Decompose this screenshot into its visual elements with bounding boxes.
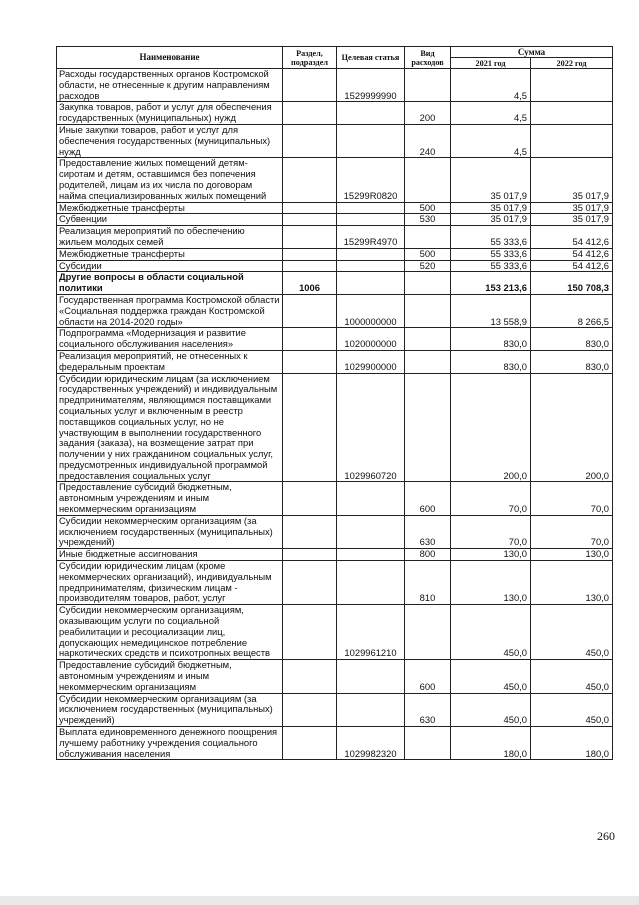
cell-kind: 200: [405, 102, 451, 125]
cell-kind: 500: [405, 248, 451, 260]
cell-name: Предоставление субсидий бюджетным, автономным учреждениям и иным некоммерческим организациям: [57, 660, 283, 693]
cell-2021: 450,0: [451, 660, 531, 693]
cell-section: [283, 350, 337, 373]
cell-target: [337, 272, 405, 295]
cell-2022: 54 412,6: [531, 260, 613, 272]
cell-target: 15299R4970: [337, 226, 405, 249]
cell-section: [283, 693, 337, 726]
cell-2022: 450,0: [531, 660, 613, 693]
cell-name: Субвенции: [57, 214, 283, 226]
cell-2021: 4,5: [451, 102, 531, 125]
table-row: [57, 515, 613, 548]
cell-section: [283, 294, 337, 327]
cell-kind: [405, 69, 451, 102]
cell-section: [283, 226, 337, 249]
cell-target: [337, 660, 405, 693]
cell-section: [283, 605, 337, 660]
cell-2022: 200,0: [531, 373, 613, 482]
table-row: [57, 693, 613, 726]
cell-section: [283, 214, 337, 226]
cell-section: [283, 69, 337, 102]
cell-name: Иные бюджетные ассигнования: [57, 549, 283, 561]
cell-name: Предоставление жилых помещений детям-сиротам и детям, оставшимся без попечения родителей, лицам из их числа по договорам найма специализированных жилых помещений: [57, 158, 283, 202]
cell-2022: 35 017,9: [531, 158, 613, 202]
cell-2021: 35 017,9: [451, 202, 531, 214]
table-row: [57, 124, 613, 157]
cell-section: [283, 660, 337, 693]
table-row: [57, 482, 613, 515]
cell-2022: 35 017,9: [531, 202, 613, 214]
cell-section: [283, 202, 337, 214]
table-row: [57, 350, 613, 373]
cell-2021: 130,0: [451, 561, 531, 605]
cell-section: [283, 248, 337, 260]
cell-2022: 8 266,5: [531, 294, 613, 327]
table-row: [57, 660, 613, 693]
header-year-2021: 2021 год: [451, 58, 531, 69]
cell-name: Субсидии некоммерческим организациям (за исключением государственных (муниципальных) учреждений): [57, 515, 283, 548]
cell-target: [337, 561, 405, 605]
cell-section: [283, 561, 337, 605]
cell-section: [283, 260, 337, 272]
cell-section: [283, 727, 337, 760]
table-row: [57, 561, 613, 605]
table-row: [57, 226, 613, 249]
cell-2022: 54 412,6: [531, 248, 613, 260]
table-row: [57, 248, 613, 260]
cell-2021: 830,0: [451, 328, 531, 351]
cell-2022: [531, 124, 613, 157]
cell-2022: 150 708,3: [531, 272, 613, 295]
table-row: [57, 605, 613, 660]
cell-target: [337, 260, 405, 272]
cell-kind: 630: [405, 515, 451, 548]
cell-name: Предоставление субсидий бюджетным, автономным учреждениям и иным некоммерческим организациям: [57, 482, 283, 515]
cell-kind: 600: [405, 660, 451, 693]
cell-name: Межбюджетные трансферты: [57, 248, 283, 260]
cell-name: Другие вопросы в области социальной политики: [57, 272, 283, 295]
table-row: [57, 69, 613, 102]
cell-2022: 54 412,6: [531, 226, 613, 249]
cell-name: Закупка товаров, работ и услуг для обеспечения государственных (муниципальных) нужд: [57, 102, 283, 125]
cell-target: 1000000000: [337, 294, 405, 327]
cell-kind: 530: [405, 214, 451, 226]
cell-target: [337, 549, 405, 561]
cell-2021: 153 213,6: [451, 272, 531, 295]
cell-section: [283, 124, 337, 157]
cell-name: Межбюджетные трансферты: [57, 202, 283, 214]
cell-section: [283, 158, 337, 202]
cell-kind: 800: [405, 549, 451, 561]
cell-section: 1006: [283, 272, 337, 295]
cell-name: Субсидии некоммерческим организациям (за исключением государственных (муниципальных) учреждений): [57, 693, 283, 726]
cell-2022: 70,0: [531, 515, 613, 548]
cell-2022: 450,0: [531, 693, 613, 726]
cell-kind: [405, 373, 451, 482]
cell-target: [337, 482, 405, 515]
cell-2021: 35 017,9: [451, 214, 531, 226]
cell-section: [283, 515, 337, 548]
cell-2022: 450,0: [531, 605, 613, 660]
cell-name: Реализация мероприятий по обеспечению жильем молодых семей: [57, 226, 283, 249]
cell-target: [337, 214, 405, 226]
cell-name: Иные закупки товаров, работ и услуг для обеспечения государственных (муниципальных) нужд: [57, 124, 283, 157]
header-name: Наименование: [57, 47, 283, 69]
cell-section: [283, 549, 337, 561]
cell-target: [337, 693, 405, 726]
cell-name: Субсидии некоммерческим организациям, оказывающим услуги по социальной реабилитации и ресоциализации лиц, допускающих немедицинское потребление наркотических средств и психотропных веществ: [57, 605, 283, 660]
cell-kind: [405, 294, 451, 327]
cell-2021: 4,5: [451, 69, 531, 102]
cell-target: 1029900000: [337, 350, 405, 373]
cell-kind: [405, 272, 451, 295]
cell-kind: 240: [405, 124, 451, 157]
cell-2022: 35 017,9: [531, 214, 613, 226]
cell-2022: 180,0: [531, 727, 613, 760]
cell-2021: 55 333,6: [451, 260, 531, 272]
cell-2022: [531, 102, 613, 125]
cell-target: 1029960720: [337, 373, 405, 482]
cell-kind: [405, 226, 451, 249]
cell-target: [337, 102, 405, 125]
cell-target: 1529999990: [337, 69, 405, 102]
cell-2021: 13 558,9: [451, 294, 531, 327]
cell-section: [283, 482, 337, 515]
cell-2021: 200,0: [451, 373, 531, 482]
cell-name: Расходы государственных органов Костромской области, не отнесенные к другим направлениям расходов: [57, 69, 283, 102]
cell-2021: 35 017,9: [451, 158, 531, 202]
table-row: [57, 158, 613, 202]
cell-2022: 130,0: [531, 561, 613, 605]
cell-2021: 55 333,6: [451, 248, 531, 260]
cell-target: [337, 202, 405, 214]
cell-2022: 830,0: [531, 328, 613, 351]
header-sum: Сумма: [451, 47, 613, 58]
cell-section: [283, 373, 337, 482]
cell-name: Субсидии юридическим лицам (за исключением государственных учреждений) и индивидуальным предпринимателям, являющимся поставщиками социальных услуг и включенным в реестр поставщиков социальных услуг, но не участвующим в выполнении государственного задания (заказа), на возмещение затрат при получении у них гражданином социальных услуг, предусмотренных индивидуальной программой предоставления социальных услуг: [57, 373, 283, 482]
cell-2022: 130,0: [531, 549, 613, 561]
cell-2021: 450,0: [451, 605, 531, 660]
cell-2021: 180,0: [451, 727, 531, 760]
cell-2022: 830,0: [531, 350, 613, 373]
table-row: [57, 260, 613, 272]
cell-2021: 450,0: [451, 693, 531, 726]
cell-2021: 4,5: [451, 124, 531, 157]
table-row: [57, 373, 613, 482]
cell-kind: [405, 350, 451, 373]
cell-kind: [405, 158, 451, 202]
table-row: [57, 294, 613, 327]
cell-kind: [405, 605, 451, 660]
cell-kind: 500: [405, 202, 451, 214]
cell-name: Субсидии: [57, 260, 283, 272]
header-section: Раздел, подраздел: [283, 47, 337, 69]
table-header: [57, 47, 613, 69]
cell-name: Субсидии юридическим лицам (кроме некоммерческих организаций), индивидуальным предпринимателям, физическим лицам - производителям товаров, работ, услуг: [57, 561, 283, 605]
cell-2022: 70,0: [531, 482, 613, 515]
cell-target: 15299R0820: [337, 158, 405, 202]
cell-kind: [405, 328, 451, 351]
cell-target: 1029961210: [337, 605, 405, 660]
cell-2021: 130,0: [451, 549, 531, 561]
header-year-2022: 2022 год: [531, 58, 613, 69]
table-body: [57, 69, 613, 760]
cell-2021: 55 333,6: [451, 226, 531, 249]
cell-name: Подпрограмма «Модернизация и развитие социального обслуживания населения»: [57, 328, 283, 351]
cell-kind: 520: [405, 260, 451, 272]
table-row: [57, 202, 613, 214]
cell-kind: 810: [405, 561, 451, 605]
cell-target: [337, 124, 405, 157]
page-number: 260: [597, 829, 615, 843]
cell-kind: [405, 727, 451, 760]
cell-2021: 70,0: [451, 515, 531, 548]
table-row: [57, 102, 613, 125]
table-row: [57, 214, 613, 226]
cell-section: [283, 328, 337, 351]
table-row: [57, 549, 613, 561]
cell-name: Выплата единовременного денежного поощрения лучшему работнику учреждения социального обслуживания населения: [57, 727, 283, 760]
cell-target: 1029982320: [337, 727, 405, 760]
table-row: [57, 727, 613, 760]
scan-bottom-band: [0, 896, 639, 905]
header-target: Целевая статья: [337, 47, 405, 69]
budget-table: [56, 46, 613, 760]
header-kind: Вид расходов: [405, 47, 451, 69]
cell-target: [337, 248, 405, 260]
cell-name: Государственная программа Костромской области «Социальная поддержка граждан Костромской области на 2014-2020 годы»: [57, 294, 283, 327]
cell-kind: 630: [405, 693, 451, 726]
table-row: [57, 272, 613, 295]
cell-target: 1020000000: [337, 328, 405, 351]
cell-target: [337, 515, 405, 548]
cell-2021: 830,0: [451, 350, 531, 373]
table-row: [57, 328, 613, 351]
cell-2021: 70,0: [451, 482, 531, 515]
cell-section: [283, 102, 337, 125]
cell-2022: [531, 69, 613, 102]
cell-kind: 600: [405, 482, 451, 515]
cell-name: Реализация мероприятий, не отнесенных к федеральным проектам: [57, 350, 283, 373]
